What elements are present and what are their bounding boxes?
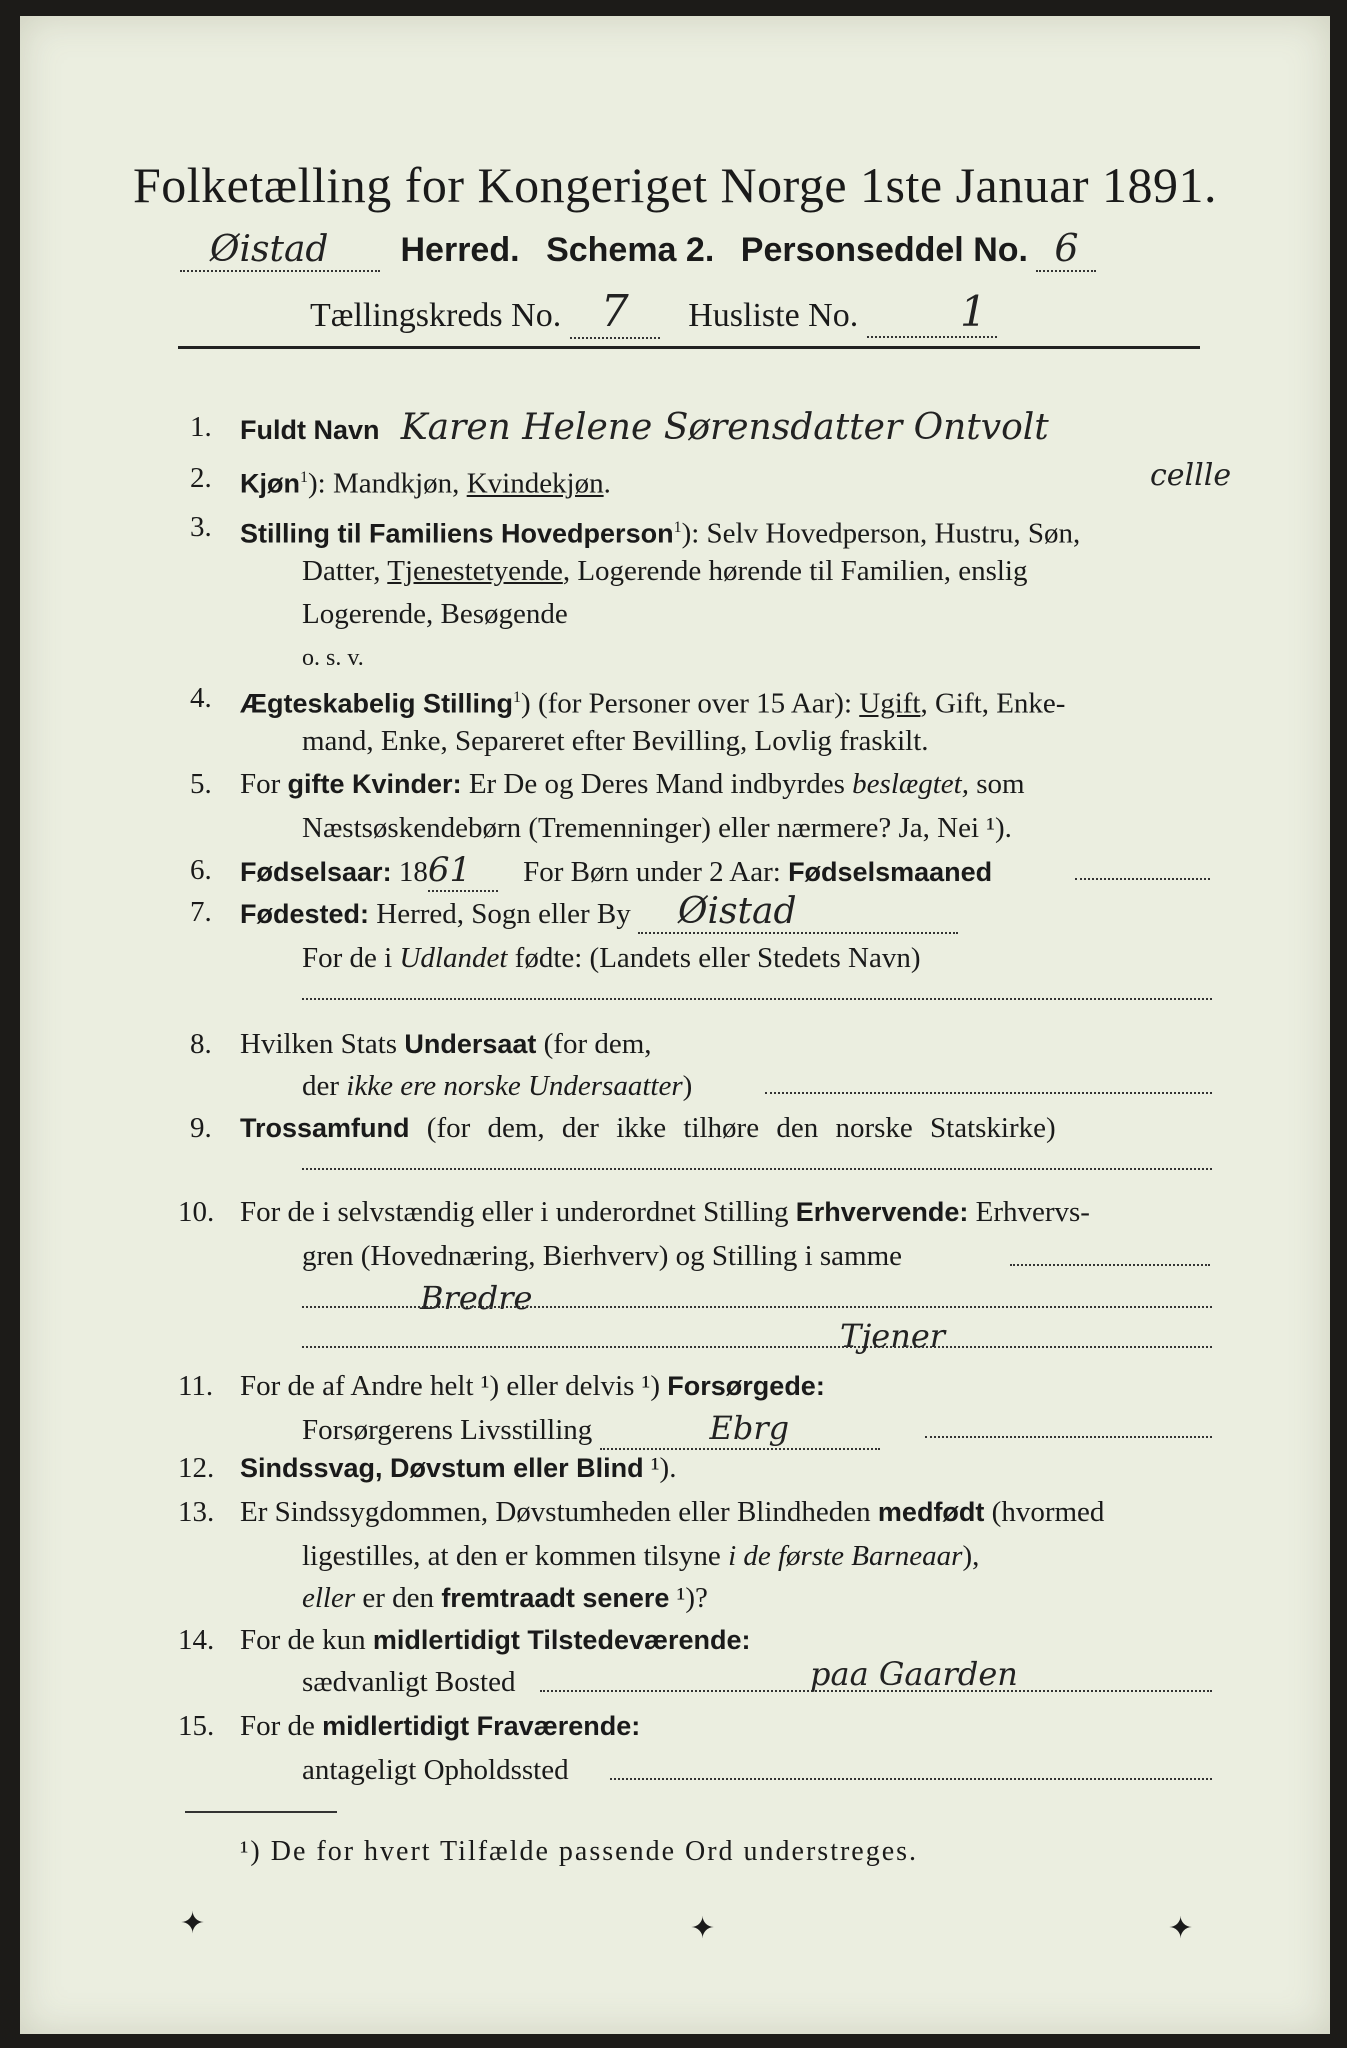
item-3-line-4: o. s. v. bbox=[302, 645, 364, 671]
item-7-line-2 bbox=[302, 938, 921, 978]
item-5-text-c: beslægtet, bbox=[852, 768, 969, 800]
item-7-dotline bbox=[302, 998, 1212, 1000]
item-2-text-a: ): Mandkjøn, bbox=[308, 467, 467, 500]
item-10-dotline-3 bbox=[302, 1346, 1212, 1348]
item-5-label: gifte Kvinder: bbox=[287, 769, 462, 799]
item-14-label: midlertidigt Tilstedeværende: bbox=[372, 1625, 751, 1655]
item-13-line-1 bbox=[240, 1492, 1104, 1532]
item-13-line-3-a: eller bbox=[302, 1582, 356, 1614]
item-5-text-a: For bbox=[240, 768, 288, 800]
item-2-gender bbox=[240, 458, 611, 504]
item-11-text-a: For de af Andre helt ¹) eller delvis ¹) bbox=[240, 1370, 668, 1402]
item-8-line-2-a: der bbox=[302, 1070, 347, 1102]
item-11-line-2-text: Forsørgerens Livsstilling bbox=[302, 1414, 593, 1446]
item-13-line-3 bbox=[302, 1578, 708, 1618]
item-13-line-2-a: ligestilles, at den er kommen tilsyne bbox=[302, 1540, 729, 1572]
item-13-text-a: Er Sindssygdommen, Døvstumheden eller Blindheden bbox=[240, 1496, 878, 1528]
item-10-value-1: Bredre bbox=[420, 1279, 533, 1317]
census-form bbox=[20, 16, 1330, 2034]
item-13-line-2 bbox=[302, 1536, 979, 1576]
item-4-label: Ægteskabelig Stilling bbox=[240, 688, 514, 719]
item-14-number: 14. bbox=[178, 1624, 215, 1656]
item-12-label: Sindssvag, Døvstum eller Blind bbox=[240, 1453, 644, 1483]
personseddel-label: Personseddel No. bbox=[740, 231, 1028, 269]
item-4-text-c: , Gift, Enke- bbox=[920, 687, 1066, 720]
item-6-text-a: 18 bbox=[391, 856, 428, 888]
herred-label: Herred. bbox=[400, 231, 520, 269]
herred-value: Øistad bbox=[180, 229, 380, 272]
item-2-selected-kvindekjon: Kvindekjøn bbox=[466, 467, 604, 500]
herred-row bbox=[180, 226, 1096, 272]
item-10-text-a: For de i selvstændig eller i underordnet Stilling bbox=[240, 1196, 796, 1228]
item-4-selected-ugift: Ugift bbox=[859, 687, 921, 720]
item-2-text-c: . bbox=[603, 467, 611, 500]
item-1-value-continued: cellle bbox=[1150, 458, 1232, 493]
item-3-line-2-a: Datter, bbox=[302, 555, 388, 587]
item-13-number: 13. bbox=[178, 1496, 215, 1528]
husliste-label: Husliste No. bbox=[688, 297, 859, 334]
item-1-full-name bbox=[240, 408, 1049, 450]
item-13-text-b: (hvormed bbox=[984, 1496, 1105, 1528]
item-11-line-1 bbox=[240, 1366, 825, 1406]
item-8-line-2-b: ikke ere norske Undersaatter bbox=[346, 1070, 683, 1102]
kreds-row bbox=[310, 286, 997, 339]
item-2-number: 2. bbox=[190, 462, 212, 494]
item-15-line-2: antageligt Opholdssted bbox=[302, 1754, 569, 1786]
item-14-text-a: For de kun bbox=[240, 1624, 373, 1656]
item-9-text-a: (for dem, der ikke tilhøre den norske Statskirke) bbox=[409, 1112, 1056, 1144]
item-9-dotline bbox=[302, 1168, 1212, 1170]
item-14-line-1 bbox=[240, 1620, 751, 1660]
item-6-birth-year bbox=[240, 850, 992, 892]
item-11-label: Forsørgede: bbox=[667, 1371, 825, 1401]
registration-mark-left: ✦ bbox=[180, 1907, 206, 1940]
form-title: Folketælling for Kongeriget Norge 1ste Januar 1891. bbox=[132, 157, 1218, 213]
item-7-text-a: Herred, Sogn eller By bbox=[369, 898, 631, 930]
item-5-line-1 bbox=[240, 764, 1025, 804]
item-14-value: paa Gaarden bbox=[810, 1655, 1018, 1693]
item-6-dotline bbox=[1075, 878, 1210, 880]
item-15-text-a: For de bbox=[240, 1710, 323, 1742]
item-5-text-d: som bbox=[968, 768, 1025, 800]
item-11-line-2 bbox=[302, 1408, 880, 1450]
item-10-line-1 bbox=[240, 1192, 1090, 1232]
item-12-line-1 bbox=[240, 1448, 676, 1488]
item-7-line-2-b: Udlandet bbox=[399, 942, 508, 974]
item-3-sup: 1 bbox=[673, 519, 682, 536]
item-6-label: Fødselsaar: bbox=[240, 857, 392, 887]
item-2-label: Kjøn bbox=[240, 468, 300, 499]
item-4-number: 4. bbox=[190, 682, 212, 714]
item-4-sup: 1 bbox=[513, 689, 522, 706]
item-8-text-a: Hvilken Stats bbox=[240, 1028, 405, 1060]
footnote: ¹) De for hvert Tilfælde passende Ord understreges. bbox=[240, 1836, 919, 1867]
item-8-dotline bbox=[765, 1092, 1212, 1094]
item-1-label: Fuldt Navn bbox=[240, 415, 380, 445]
item-13-line-3-c: fremtraadt senere bbox=[441, 1583, 670, 1613]
item-11-number: 11. bbox=[178, 1370, 214, 1402]
item-11-value: Ebrg bbox=[600, 1408, 880, 1450]
item-15-number: 15. bbox=[178, 1710, 215, 1742]
item-13-label: medfødt bbox=[877, 1497, 985, 1527]
item-10-value-2: Tjener bbox=[840, 1317, 946, 1355]
husliste-value: 1 bbox=[867, 287, 997, 338]
item-13-line-3-b: er den bbox=[355, 1582, 442, 1614]
header-rule bbox=[178, 346, 1200, 349]
item-9-line-1 bbox=[240, 1108, 1056, 1148]
item-13-line-2-c: ), bbox=[962, 1540, 980, 1572]
item-3-text-a: ): Selv Hovedperson, Hustru, Søn, bbox=[681, 517, 1081, 550]
item-6-value: 61 bbox=[428, 850, 498, 892]
item-6-text-b: For Børn under 2 Aar: bbox=[523, 856, 789, 888]
item-9-number: 9. bbox=[190, 1112, 212, 1144]
item-12-text-a: ¹). bbox=[643, 1452, 677, 1484]
kreds-value: 7 bbox=[570, 286, 660, 339]
item-3-line-2-c: , Logerende hørende til Familien, enslig bbox=[562, 555, 1028, 587]
item-8-text-b: (for dem, bbox=[536, 1028, 652, 1060]
item-9-label: Trossamfund bbox=[240, 1113, 410, 1143]
item-1-number: 1. bbox=[190, 411, 212, 443]
item-15-dotline bbox=[610, 1778, 1212, 1780]
item-10-number: 10. bbox=[178, 1196, 215, 1228]
item-2-sup: 1 bbox=[300, 469, 308, 486]
item-7-label: Fødested: bbox=[240, 899, 370, 929]
item-3-label: Stilling til Familiens Hovedperson bbox=[240, 518, 674, 549]
item-8-line-1 bbox=[240, 1024, 652, 1064]
item-6-label-2: Fødselsmaaned bbox=[788, 857, 993, 887]
personseddel-value: 6 bbox=[1036, 226, 1096, 272]
footnote-rule bbox=[185, 1811, 337, 1813]
item-5-line-2: Næstsøskendebørn (Tremenninger) eller nærmere? Ja, Nei ¹). bbox=[302, 812, 1012, 844]
item-13-line-3-d: ¹)? bbox=[669, 1582, 708, 1614]
item-7-line-2-a: For de i bbox=[302, 942, 400, 974]
item-5-text-b: Er De og Deres Mand indbyrdes bbox=[461, 768, 853, 800]
item-13-line-2-b: i de første Barneaar bbox=[728, 1540, 963, 1572]
item-11-dotline bbox=[925, 1436, 1212, 1438]
kreds-label: Tællingskreds No. bbox=[310, 297, 562, 334]
item-3-line-2 bbox=[302, 551, 1028, 591]
schema-label: Schema 2. bbox=[546, 231, 715, 269]
item-1-value: Karen Helene Sørensdatter Ontvolt bbox=[400, 407, 1049, 448]
item-8-label: Undersaat bbox=[404, 1029, 537, 1059]
item-10-dotline-1 bbox=[1010, 1264, 1210, 1266]
item-3-number: 3. bbox=[190, 511, 212, 543]
item-6-number: 6. bbox=[190, 854, 212, 886]
registration-mark-right: ✦ bbox=[1168, 1912, 1194, 1945]
item-3-line-3: Logerende, Besøgende bbox=[302, 598, 568, 630]
item-3-selected-tjenestetyende: Tjenestetyende bbox=[387, 555, 563, 587]
item-14-line-2-text: sædvanligt Bosted bbox=[302, 1666, 516, 1698]
item-5-number: 5. bbox=[190, 768, 212, 800]
item-8-line-2-c: ) bbox=[682, 1070, 693, 1102]
item-10-dotline-2 bbox=[302, 1306, 1212, 1308]
registration-mark-center: ✦ bbox=[690, 1912, 716, 1945]
item-12-number: 12. bbox=[178, 1452, 215, 1484]
item-7-birthplace bbox=[240, 892, 958, 934]
item-4-text-a: ) (for Personer over 15 Aar): bbox=[521, 687, 860, 720]
item-4-line-2: mand, Enke, Separeret efter Bevilling, Lovlig fraskilt. bbox=[302, 725, 929, 757]
item-10-label: Erhvervende: bbox=[795, 1197, 969, 1227]
item-15-line-1 bbox=[240, 1706, 640, 1746]
item-4-line-1 bbox=[240, 678, 1065, 724]
item-10-text-b: Erhvervs- bbox=[968, 1196, 1090, 1228]
item-8-number: 8. bbox=[190, 1028, 212, 1060]
item-14-line-2 bbox=[302, 1662, 515, 1702]
item-3-line-1 bbox=[240, 508, 1080, 554]
item-10-line-2: gren (Hovednæring, Bierhverv) og Stilling i samme bbox=[302, 1240, 903, 1272]
item-7-line-2-c: fødte: (Landets eller Stedets Navn) bbox=[507, 942, 921, 974]
item-7-value: Øistad bbox=[638, 892, 958, 934]
item-15-label: midlertidigt Fraværende: bbox=[322, 1711, 641, 1741]
item-8-line-2 bbox=[302, 1066, 692, 1106]
item-7-number: 7. bbox=[190, 896, 212, 928]
